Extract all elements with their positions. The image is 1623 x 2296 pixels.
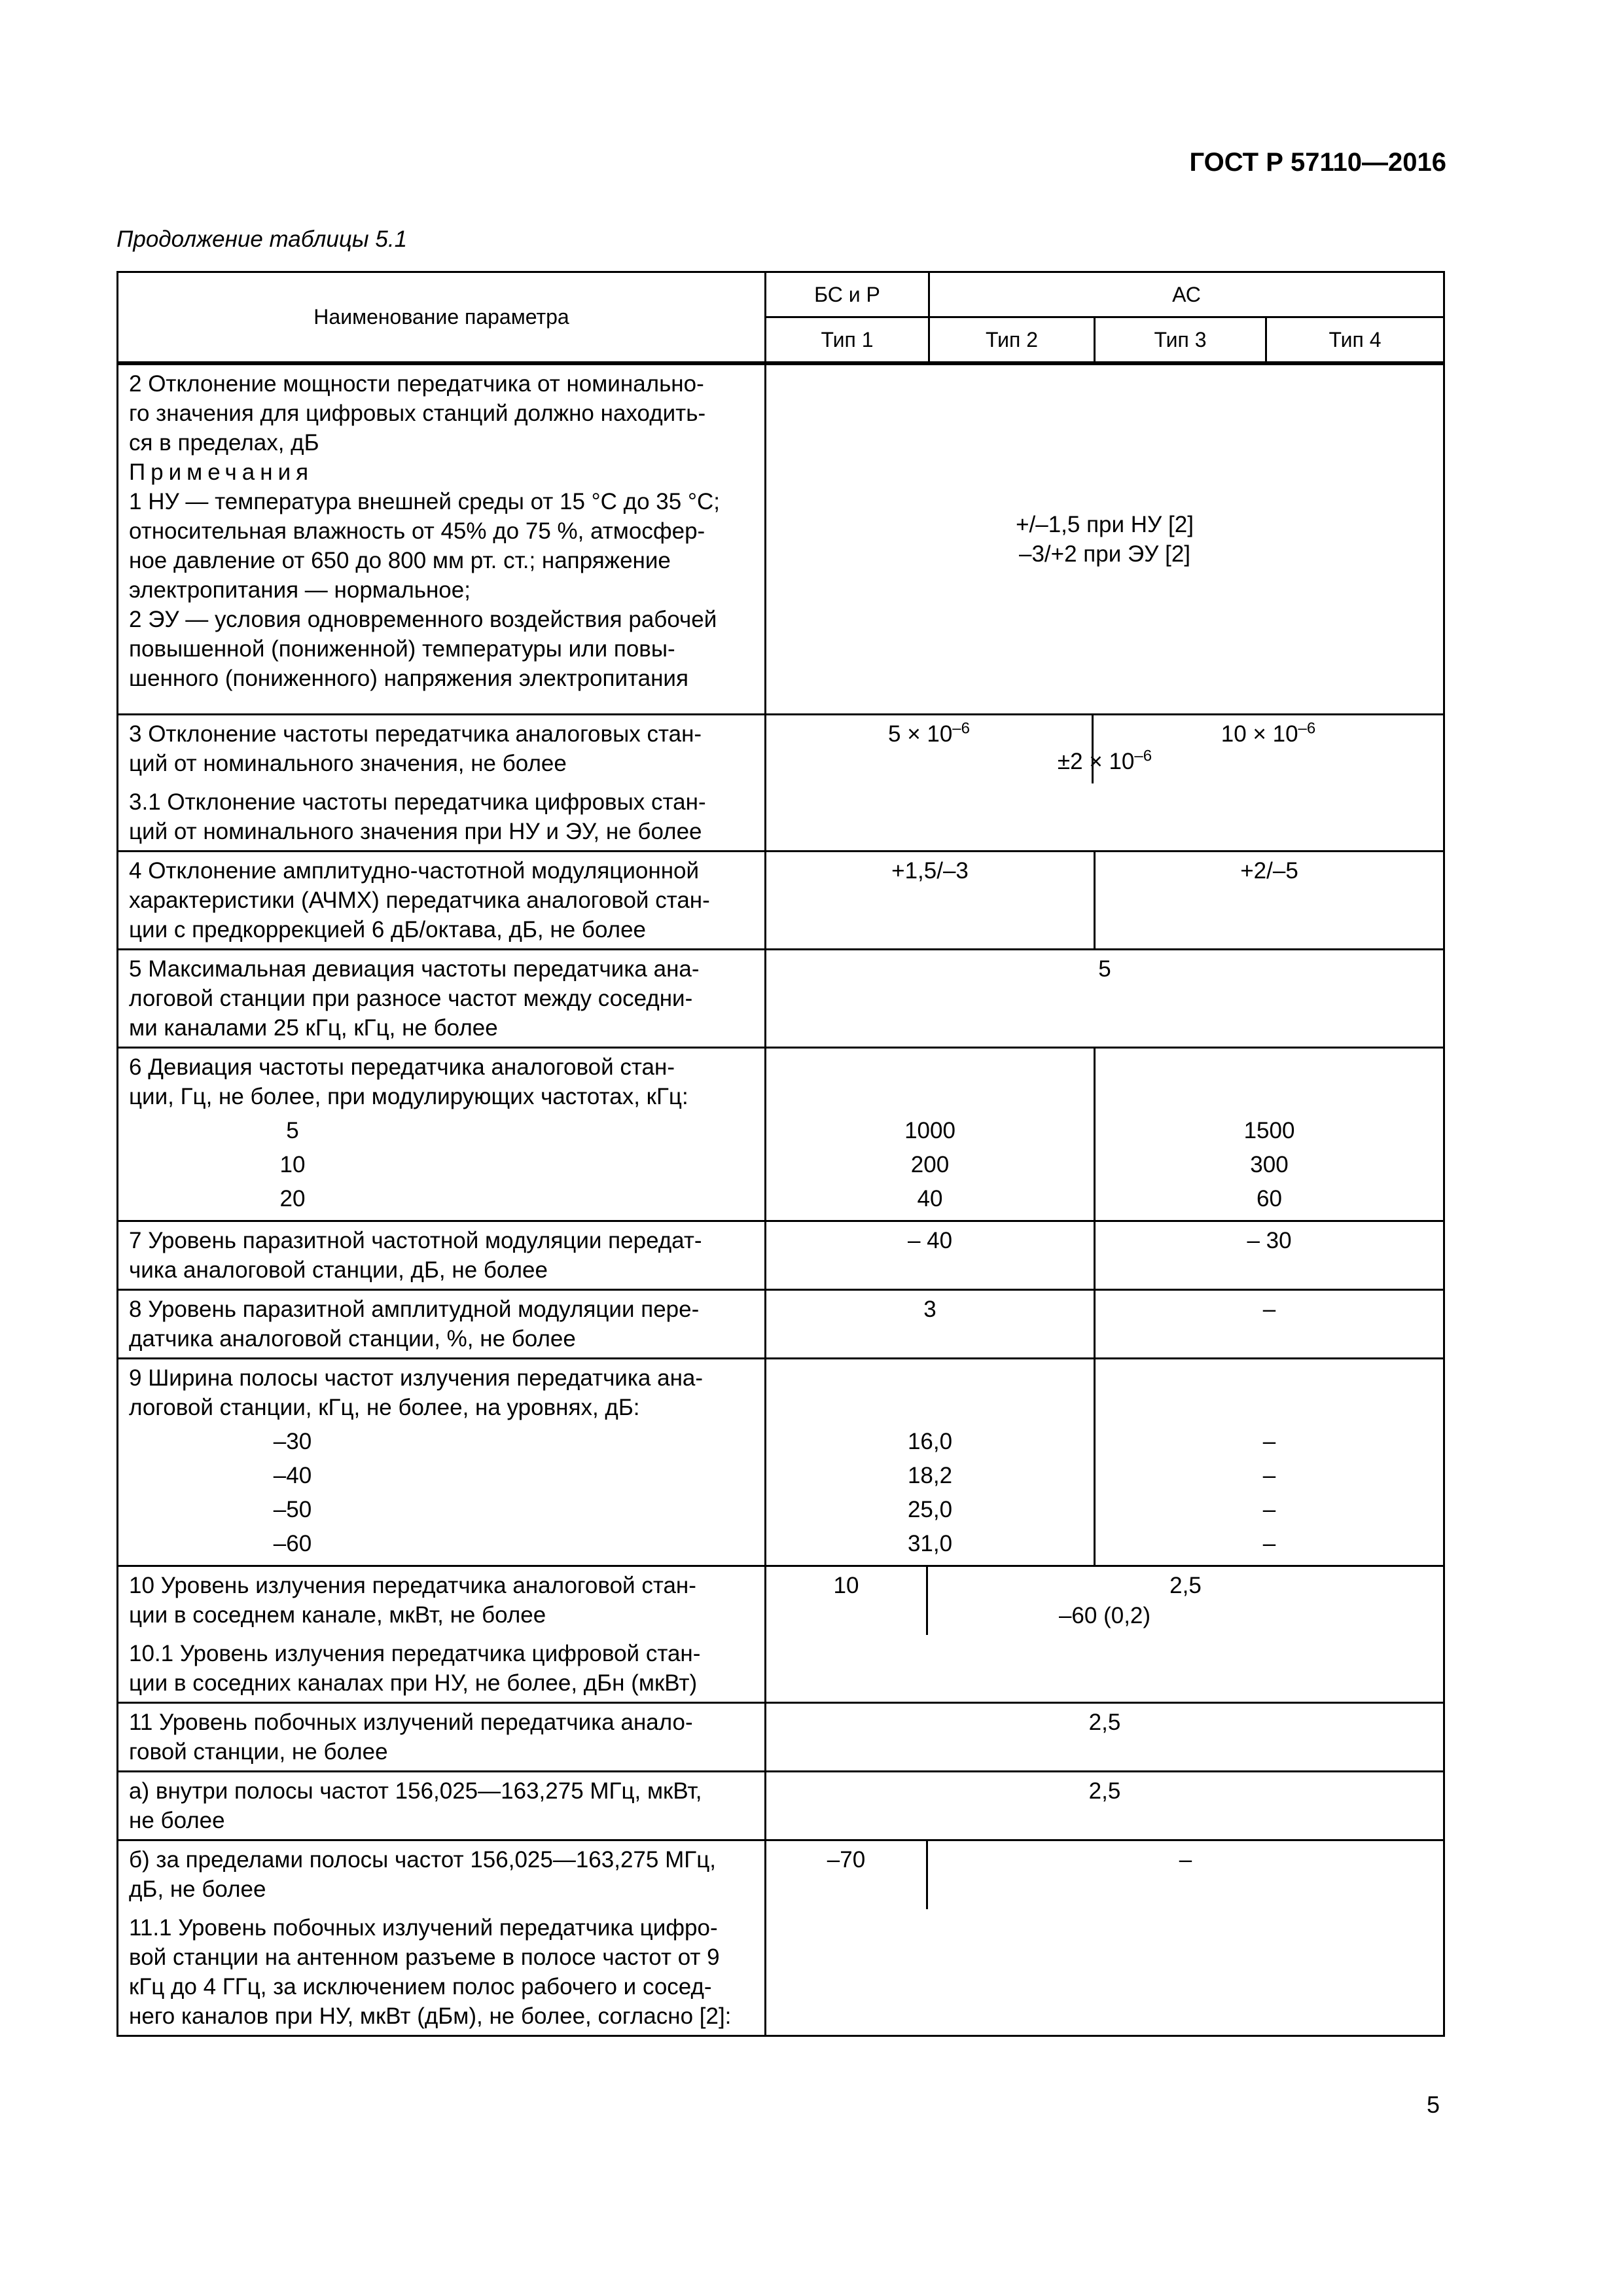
- param-cell: [118, 1221, 766, 1290]
- freq-value: 5: [286, 1118, 299, 1143]
- table-row: [118, 1772, 1444, 1840]
- column-header-param: Наименование параметра: [118, 272, 766, 363]
- value-right: – 30: [1095, 1221, 1444, 1290]
- level-value: –50: [273, 1497, 312, 1522]
- table-row: [118, 1566, 1444, 1703]
- param-text: ции, Гц, не более, при модулирующих частотах, кГц:: [129, 1084, 688, 1109]
- note-text: 1 НУ — температура внешней среды от 15 °С до 35 °С;: [129, 489, 720, 514]
- value-cell: [766, 1566, 1444, 1703]
- param-cell: [118, 1566, 766, 1703]
- table-row: [118, 852, 1444, 950]
- param-text: 4 Отклонение амплитудно-частотной модуляционной: [129, 858, 700, 884]
- note-text: электропитания — нормальное;: [129, 577, 471, 603]
- table-row: [118, 1290, 1444, 1359]
- param-text: 2 Отклонение мощности передатчика от номинально-: [129, 371, 704, 397]
- param-text: не более: [129, 1808, 225, 1833]
- table-header-row: [118, 272, 1444, 317]
- value-right: – – – –: [1095, 1359, 1444, 1566]
- value-left: 16,0 18,2 25,0 31,0: [766, 1359, 1095, 1566]
- note-text: шенного (пониженного) напряжения электропитания: [129, 666, 688, 691]
- column-header-as: АС: [929, 272, 1444, 317]
- value-cell: 5: [766, 950, 1444, 1048]
- table-row: [118, 1048, 1444, 1221]
- note-text: 2 ЭУ — условия одновременного воздействия рабочей: [129, 607, 717, 632]
- table-caption: Продолжение таблицы 5.1: [116, 226, 408, 252]
- notes-title: Примечания: [129, 459, 314, 485]
- level-value: –40: [273, 1463, 312, 1488]
- column-header-type4: Тип 4: [1266, 317, 1444, 363]
- value-left: 3: [766, 1290, 1095, 1359]
- param-text: го значения для цифровых станций должно находить-: [129, 401, 706, 426]
- param-text: кГц до 4 ГГц, за исключением полос рабочего и сосед-: [129, 1974, 712, 2000]
- value-right: 1500 300 60: [1095, 1048, 1444, 1221]
- param-text: него каналов при НУ, мкВт (дБм), не более, согласно [2]:: [129, 2003, 732, 2029]
- value-right: $10 \times 10^{-6}$: [1221, 719, 1316, 747]
- param-text: 11.1 Уровень побочных излучений передатчика цифро-: [129, 1915, 718, 1941]
- value-cell: 2,5: [766, 1772, 1444, 1840]
- param-cell: [118, 950, 766, 1048]
- param-text: 6 Девиация частоты передатчика аналоговой стан-: [129, 1054, 675, 1080]
- table-row: [118, 1221, 1444, 1290]
- value-cell: 2,5: [766, 1703, 1444, 1772]
- param-text: а) внутри полосы частот 156,025—163,275 МГц, мкВт,: [129, 1778, 702, 1804]
- param-text: 5 Максимальная девиация частоты передатчика ана-: [129, 956, 700, 982]
- level-value: –60: [273, 1531, 312, 1556]
- document-code: ГОСТ Р 57110—2016: [1189, 148, 1446, 177]
- column-header-type2: Тип 2: [929, 317, 1095, 363]
- param-text: логовой станции при разносе частот между соседни-: [129, 986, 693, 1011]
- value-full: –60 (0,2): [1058, 1603, 1151, 1628]
- value-text: +/–1,5 при НУ [2]: [1016, 512, 1194, 537]
- value-left: 1000 200 40: [766, 1048, 1095, 1221]
- level-value: –30: [273, 1429, 312, 1454]
- freq-value: 10: [279, 1152, 306, 1177]
- param-text: чика аналоговой станции, дБ, не более: [129, 1257, 548, 1283]
- param-text: 8 Уровень паразитной амплитудной модуляции пере-: [129, 1297, 700, 1322]
- param-text: ции в соседнем канале, мкВт, не более: [129, 1602, 546, 1628]
- param-text: б) за пределами полосы частот 156,025—163,275 МГц,: [129, 1847, 716, 1873]
- note-text: повышенной (пониженной) температуры или повы-: [129, 636, 675, 662]
- table-row: [118, 950, 1444, 1048]
- note-text: относительная влажность от 45% до 75 %, атмосфер-: [129, 518, 705, 544]
- freq-value: 20: [279, 1186, 306, 1211]
- param-text: ций от номинального значения, не более: [129, 751, 567, 776]
- value-left: $5 \times 10^{-6}$: [766, 715, 1094, 783]
- param-text: ми каналами 25 кГц, кГц, не более: [129, 1015, 498, 1041]
- param-cell: [118, 1048, 766, 1221]
- table-row: [118, 1359, 1444, 1566]
- table-row: [118, 365, 1444, 715]
- param-text: 10.1 Уровень излучения передатчика цифровой стан-: [129, 1641, 701, 1666]
- table-row: [118, 715, 1444, 852]
- param-text: 11 Уровень побочных излучений передатчика анало-: [129, 1710, 693, 1735]
- param-cell: [118, 365, 766, 715]
- param-text: вой станции на антенном разъеме в полосе частот от 9: [129, 1945, 720, 1970]
- param-text: характеристики (АЧМХ) передатчика аналоговой стан-: [129, 888, 710, 913]
- param-cell: [118, 1840, 766, 2036]
- param-text: дБ, не более: [129, 1876, 266, 1902]
- page-number: 5: [1426, 2091, 1440, 2118]
- value-full: $\pm 2 \times 10^{-6}$: [1057, 747, 1152, 774]
- param-cell: [118, 715, 766, 852]
- param-text: 7 Уровень паразитной частотной модуляции передат-: [129, 1228, 702, 1253]
- param-text: говой станции, не более: [129, 1739, 388, 1765]
- column-header-bs: БС и Р: [766, 272, 929, 317]
- value-right: –: [1179, 1847, 1192, 1873]
- note-text: ное давление от 650 до 800 мм рт. ст.; напряжение: [129, 548, 671, 573]
- column-header-type3: Тип 3: [1095, 317, 1266, 363]
- value-right: +2/–5: [1095, 852, 1444, 950]
- param-text: датчика аналоговой станции, %, не более: [129, 1326, 576, 1352]
- value-cell: [766, 1840, 1444, 2036]
- param-text: ся в пределах, дБ: [129, 430, 319, 456]
- value-left: – 40: [766, 1221, 1095, 1290]
- parameters-table: [116, 271, 1445, 2037]
- value-right: 2,5: [1169, 1573, 1202, 1598]
- param-text: логовой станции, кГц, не более, на уровнях, дБ:: [129, 1395, 640, 1420]
- param-text: 3 Отклонение частоты передатчика аналоговых стан-: [129, 721, 702, 747]
- param-cell: [118, 1703, 766, 1772]
- value-right: –: [1095, 1290, 1444, 1359]
- param-text: 10 Уровень излучения передатчика аналоговой стан-: [129, 1573, 696, 1598]
- param-text: ций от номинального значения при НУ и ЭУ, не более: [129, 819, 702, 844]
- value-cell: [766, 715, 1444, 852]
- param-text: 3.1 Отклонение частоты передатчика цифровых стан-: [129, 789, 706, 815]
- param-text: 9 Ширина полосы частот излучения передатчика ана-: [129, 1365, 704, 1391]
- param-cell: [118, 1290, 766, 1359]
- value-left: +1,5/–3: [766, 852, 1095, 950]
- param-cell: [118, 1359, 766, 1566]
- param-text: ции в соседних каналах при НУ, не более, дБн (мкВт): [129, 1670, 698, 1696]
- column-header-type1: Тип 1: [766, 317, 929, 363]
- value-left: –70: [766, 1841, 928, 1909]
- table-row: [118, 1703, 1444, 1772]
- value-left: 10: [766, 1567, 928, 1635]
- value-cell: [766, 365, 1444, 715]
- param-cell: [118, 1772, 766, 1840]
- param-text: ции с предкоррекцией 6 дБ/октава, дБ, не более: [129, 917, 646, 942]
- param-cell: [118, 852, 766, 950]
- value-text: –3/+2 при ЭУ [2]: [1019, 541, 1191, 567]
- table-row: [118, 1840, 1444, 2036]
